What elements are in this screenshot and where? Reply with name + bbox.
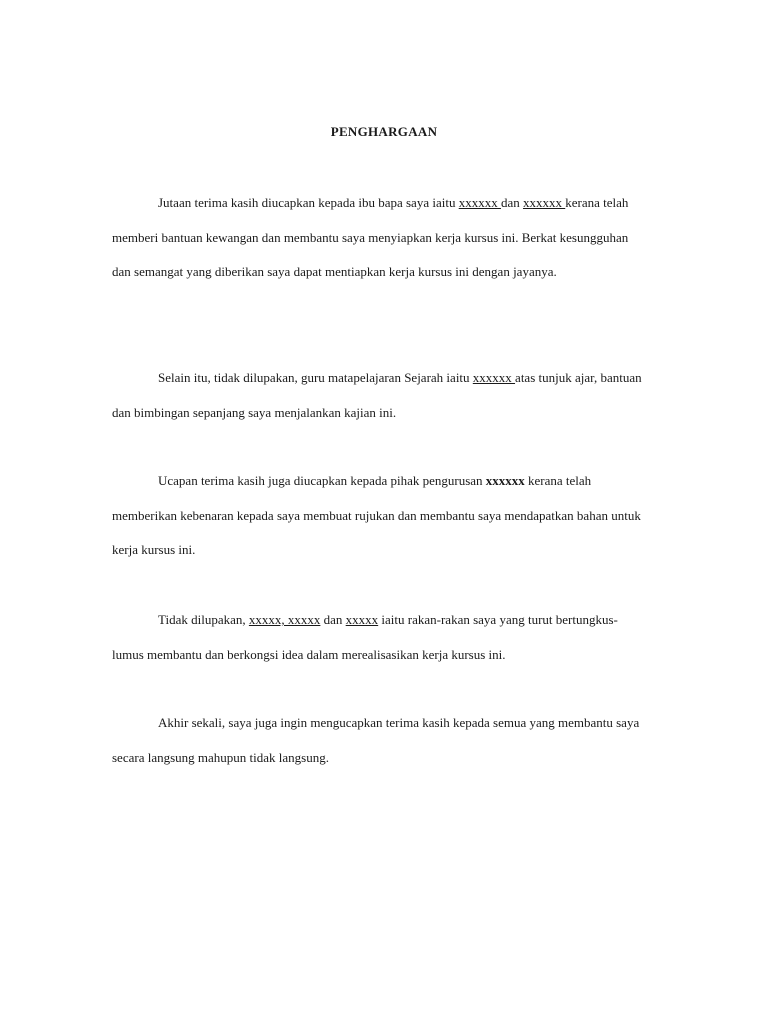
paragraph-text: Selain itu, tidak dilupakan, guru matapelajaran Sejarah iaitu <box>158 370 473 385</box>
paragraph-text: atas tunjuk ajar, bantuan dan bimbingan sepanjang saya menjalankan kajian ini. <box>112 370 642 420</box>
parent-name-2: xxxxxx <box>522 195 566 210</box>
page-title: PENGHARGAAN <box>330 124 438 139</box>
paragraph-parents <box>112 186 642 290</box>
paragraph-text: dan <box>320 612 346 627</box>
paragraph-text: kerana telah memberi bantuan kewangan dan membantu saya menyiapkan kerja kursus ini. Berkat kesungguhan dan semangat yang diberikan saya dapat mentiapkan kerja kursus ini dengan jayanya. <box>112 195 629 279</box>
paragraph-text: Akhir sekali, saya juga ingin mengucapkan terima kasih kepada semua yang membantu saya secara langsung mahupun tidak langsung. <box>112 715 640 765</box>
paragraph-closing <box>112 706 642 775</box>
paragraph-text: iaitu rakan-rakan saya yang turut bertungkus-lumus membantu dan berkongsi idea dalam merealisasikan kerja kursus ini. <box>112 612 618 662</box>
paragraph-management <box>112 464 642 568</box>
teacher-name: xxxxxx <box>472 370 516 385</box>
friend-name-3: xxxxx <box>345 612 379 627</box>
paragraph-text: Ucapan terima kasih juga diucapkan kepada pihak pengurusan <box>158 473 486 488</box>
institution-name: xxxxxx <box>485 473 525 488</box>
paragraph-teacher <box>112 361 642 430</box>
paragraph-text: kerana telah memberikan kebenaran kepada saya membuat rujukan dan membantu saya mendapatkan bahan untuk kerja kursus ini. <box>112 473 641 557</box>
parent-name-1: xxxxxx <box>458 195 501 210</box>
paragraph-text: Jutaan terima kasih diucapkan kepada ibu bapa saya iaitu <box>158 195 459 210</box>
paragraph-text: dan <box>500 195 523 210</box>
friend-names: xxxxx, xxxxx <box>248 612 321 627</box>
paragraph-text: Tidak dilupakan, <box>158 612 249 627</box>
paragraph-friends <box>112 603 642 672</box>
